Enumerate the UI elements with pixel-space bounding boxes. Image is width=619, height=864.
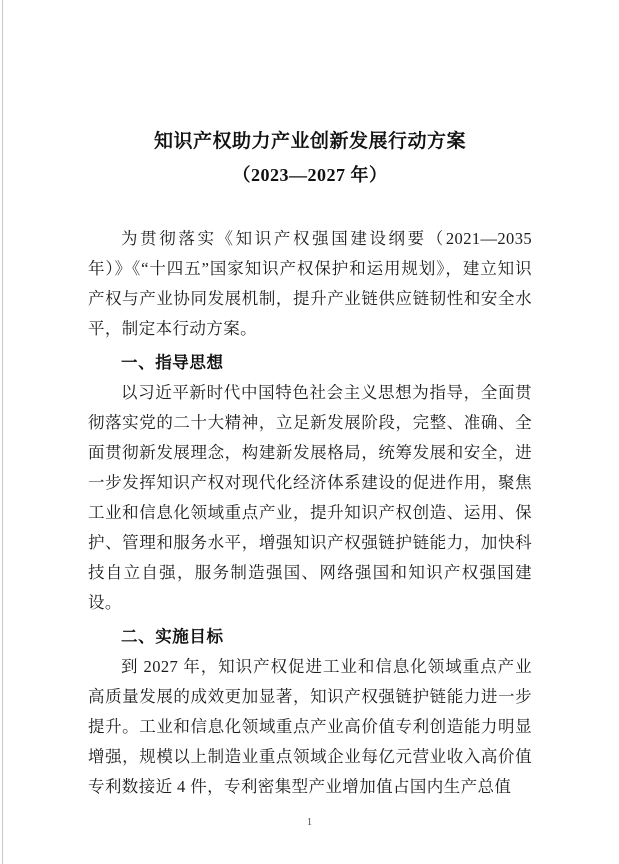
paragraph-preamble: 为贯彻落实《知识产权强国建设纲要（2021—2035 年）》《“十四五”国家知识产权保护和运用规划》，建立知识产权与产业协同发展机制，提升产业链供应链韧性和安全水平，制定本行动方案。 [88, 229, 532, 338]
heading-guiding-ideology: 一、指导思想 [121, 354, 224, 372]
paragraph-implementation-goals: 到 2027 年，知识产权促进工业和信息化领域重点产业高质量发展的成效更加显著，知识产权强链护链能力进一步提升。工业和信息化领域重点产业高价值专利创造能力明显增强，规模以上制造业重点领域企业每亿元营业收入高价值专利数接近 4 件，专利密集型产业增加值占国内生产总值 [88, 657, 532, 796]
heading-implementation-goals: 二、实施目标 [121, 628, 224, 646]
page-edge-scan-line [2, 0, 3, 864]
document-title: 知识产权助力产业创新发展行动方案 [153, 131, 466, 152]
paragraph-guiding-ideology: 以习近平新时代中国特色社会主义思想为指导，全面贯彻落实党的二十大精神，立足新发展阶段，完整、准确、全面贯彻新发展理念，构建新发展格局，统筹发展和安全，进一步发挥知识产权对现代化经济体系建设的促进作用，聚焦工业和信息化领域重点产业，提升知识产权创造、运用、保护、管理和服务水平，增强知识产权强链护链能力，加快科技自立自强，服务制造强国、网络强国和知识产权强国建设。 [88, 383, 532, 612]
document-content [88, 0, 532, 802]
document-subtitle: （2023—2027 年） [232, 165, 388, 185]
page-number: 1 [307, 817, 312, 828]
